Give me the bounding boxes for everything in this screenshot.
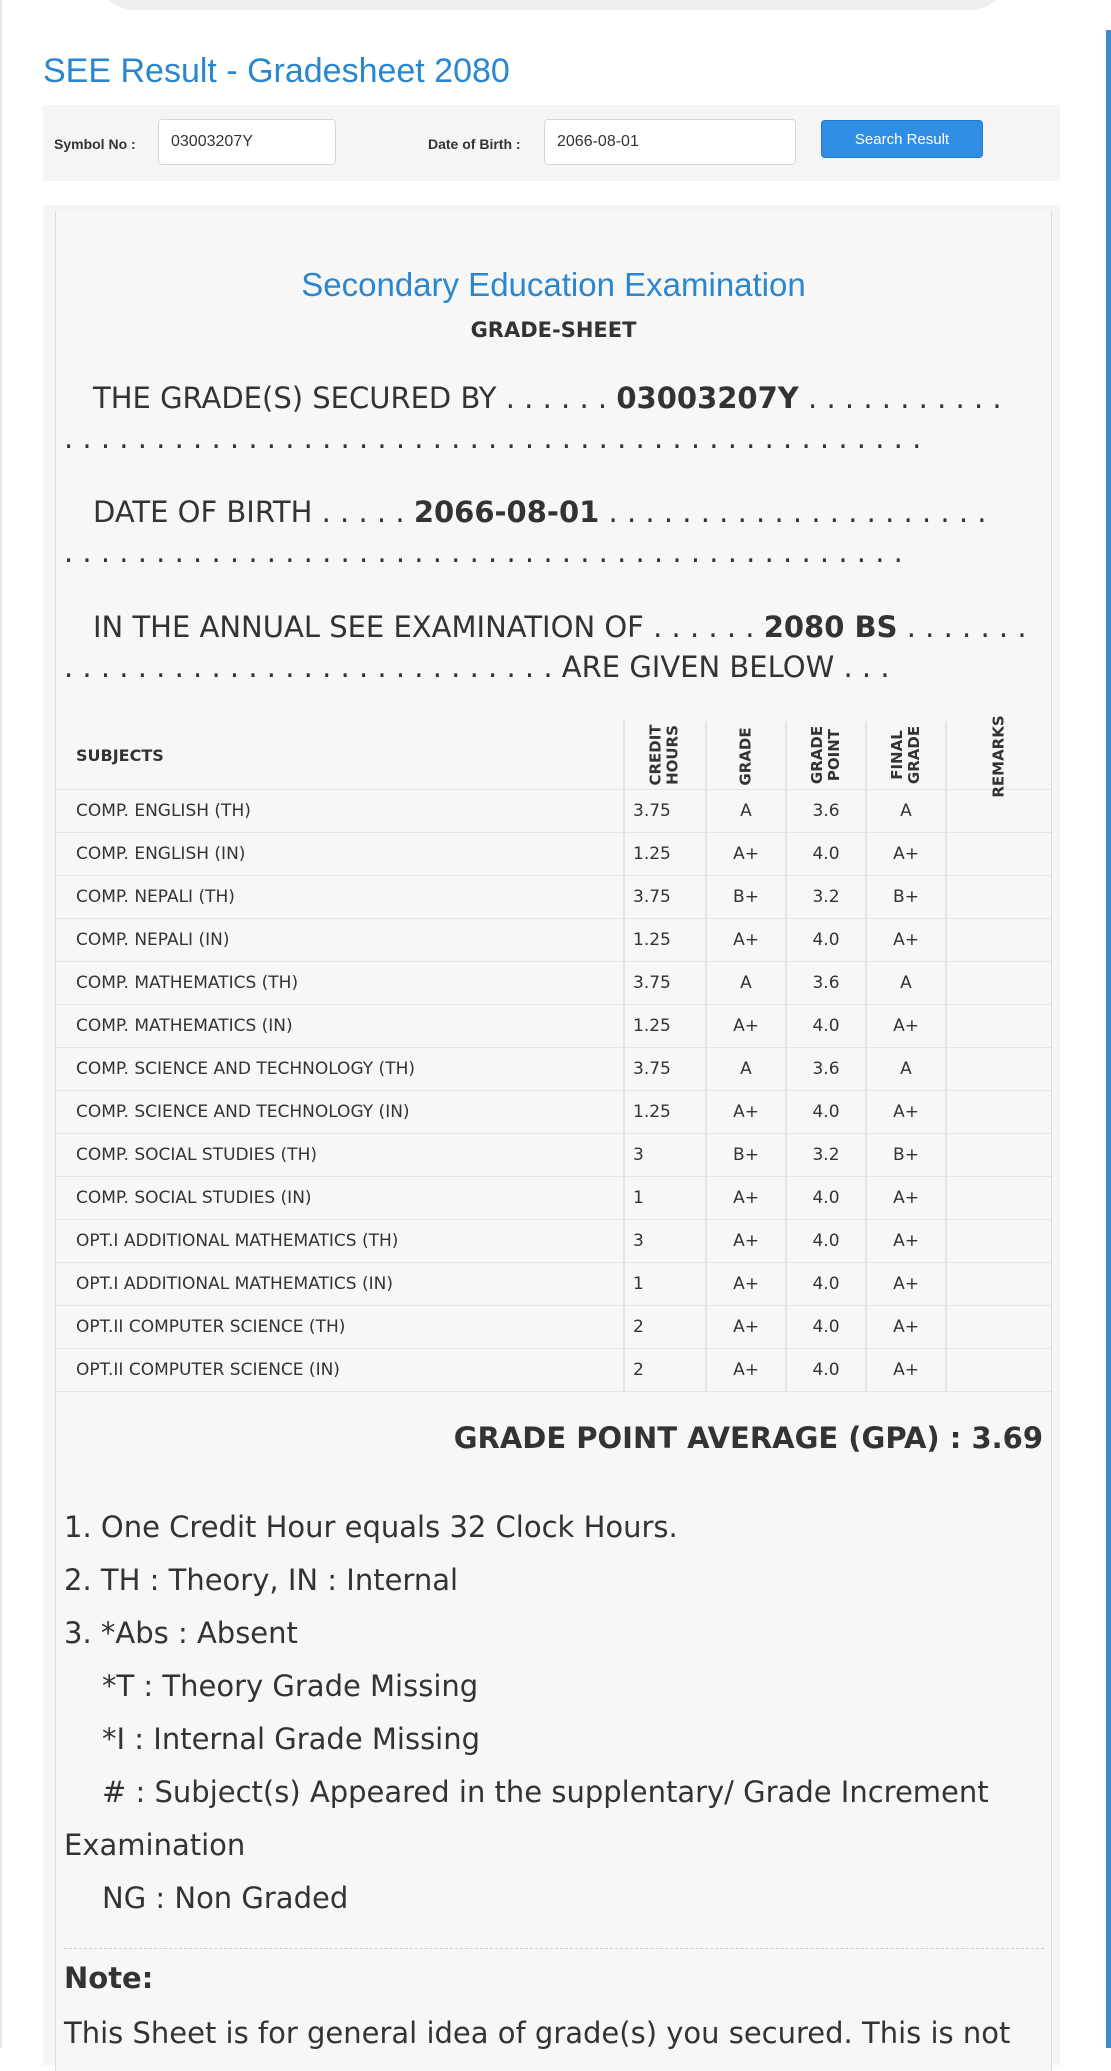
dots-line: . . . . . . . . . . . . . . . . . . . . . . . . . . . . . . . . . . . . . . . . . . . . . . . <box>64 421 922 455</box>
table-row <box>56 1134 1051 1177</box>
grade-point-cell: 4.0 <box>786 1177 866 1220</box>
remarks-cell <box>946 1177 1051 1220</box>
gradesheet <box>55 211 1052 2071</box>
remarks-cell <box>946 1091 1051 1134</box>
subject-cell: COMP. NEPALI (IN) <box>56 919 624 962</box>
credit-hours-header <box>624 721 706 790</box>
table-row <box>56 790 1051 833</box>
dots-line: . . . . . . . . . . . . . . . . . . . . . . . . . . . . . . . . . . . . . . . . . . . . . . <box>64 535 903 569</box>
grade-point-cell: 3.2 <box>786 1134 866 1177</box>
remarks-cell <box>946 919 1051 962</box>
exam-prefix: IN THE ANNUAL SEE EXAMINATION OF . . . . . . <box>93 610 755 644</box>
table-row <box>56 1263 1051 1306</box>
grade-point-cell: 4.0 <box>786 833 866 876</box>
remarks-cell <box>946 1005 1051 1048</box>
table-row <box>56 1091 1051 1134</box>
legend-notes <box>64 1501 1049 1925</box>
final-grade-cell: B+ <box>866 1134 946 1177</box>
subject-cell: COMP. SCIENCE AND TECHNOLOGY (TH) <box>56 1048 624 1091</box>
final-grade-header <box>866 721 946 790</box>
note-item: Examination <box>64 1828 246 1862</box>
final-header-line2: GRADE <box>904 725 923 785</box>
remarks-cell <box>946 1306 1051 1349</box>
note-text: This Sheet is for general idea of grade(s) you secured. This is not <box>64 2016 1011 2050</box>
note-item: NG : Non Graded <box>102 1881 349 1915</box>
final-grade-cell: A+ <box>866 1306 946 1349</box>
table-row <box>56 1177 1051 1220</box>
grade-header <box>706 721 786 790</box>
final-grade-cell: A+ <box>866 1005 946 1048</box>
search-form <box>43 105 1060 181</box>
grade-cell: B+ <box>706 1134 786 1177</box>
point-header-line2: POINT <box>824 728 843 782</box>
credit-hours-cell: 3 <box>624 1134 706 1177</box>
dob-input[interactable]: 2066-08-01 <box>544 119 796 165</box>
subject-cell: COMP. ENGLISH (TH) <box>56 790 624 833</box>
credit-hours-cell: 1.25 <box>624 833 706 876</box>
remarks-cell <box>946 876 1051 919</box>
dob-label: Date of Birth : <box>428 136 521 152</box>
gradesheet-panel <box>43 205 1060 2065</box>
grade-point-cell: 4.0 <box>786 1091 866 1134</box>
final-grade-cell: A+ <box>866 833 946 876</box>
subjects-header: SUBJECTS <box>56 721 624 790</box>
table-row <box>56 833 1051 876</box>
note-item: # : Subject(s) Appeared in the supplentary/ Grade Increment <box>102 1775 989 1809</box>
subject-cell: OPT.I ADDITIONAL MATHEMATICS (TH) <box>56 1220 624 1263</box>
grade-header-text: GRADE <box>736 726 755 786</box>
credit-hours-cell: 3.75 <box>624 962 706 1005</box>
remarks-cell <box>946 1134 1051 1177</box>
secured-value: 03003207Y <box>616 381 799 415</box>
subject-cell: COMP. NEPALI (TH) <box>56 876 624 919</box>
grade-cell: A+ <box>706 1306 786 1349</box>
exam-year: 2080 BS <box>763 610 898 644</box>
table-row <box>56 1005 1051 1048</box>
subject-cell: COMP. SOCIAL STUDIES (TH) <box>56 1134 624 1177</box>
scrollbar[interactable] <box>1106 30 1111 2048</box>
grade-point-cell: 4.0 <box>786 1349 866 1392</box>
dob-line <box>64 493 1078 531</box>
subject-cell: COMP. SOCIAL STUDIES (IN) <box>56 1177 624 1220</box>
table-row <box>56 876 1051 919</box>
page-border <box>0 0 2 2048</box>
remarks-cell <box>946 833 1051 876</box>
gpa-summary: GRADE POINT AVERAGE (GPA) : 3.69 <box>453 1421 1043 1455</box>
final-grade-cell: A+ <box>866 1263 946 1306</box>
credit-hours-cell: 3 <box>624 1220 706 1263</box>
grade-point-cell: 3.6 <box>786 1048 866 1091</box>
exam-line <box>64 608 1078 646</box>
remarks-header-text: REMARKS <box>989 714 1008 798</box>
subject-cell: COMP. MATHEMATICS (IN) <box>56 1005 624 1048</box>
final-grade-cell: B+ <box>866 876 946 919</box>
final-header-line1: FINAL <box>887 730 906 780</box>
grade-point-cell: 3.6 <box>786 962 866 1005</box>
grade-cell: A+ <box>706 833 786 876</box>
subject-cell: COMP. SCIENCE AND TECHNOLOGY (IN) <box>56 1091 624 1134</box>
given-below-line: . . . . . . . . . . . . . . . . . . . . . . . . . . . ARE GIVEN BELOW . . . <box>64 650 890 684</box>
grade-point-cell: 3.6 <box>786 790 866 833</box>
credit-header-line1: CREDIT <box>646 724 665 786</box>
note-heading: Note: <box>64 1961 154 1995</box>
grade-point-cell: 4.0 <box>786 1005 866 1048</box>
credit-hours-cell: 2 <box>624 1349 706 1392</box>
grade-cell: A+ <box>706 1263 786 1306</box>
grade-point-cell: 3.2 <box>786 876 866 919</box>
note-item: 2. TH : Theory, IN : Internal <box>64 1563 459 1597</box>
table-row <box>56 1349 1051 1392</box>
note-item: *T : Theory Grade Missing <box>102 1669 479 1703</box>
symbol-input[interactable]: 03003207Y <box>158 119 336 165</box>
grade-point-header <box>786 721 866 790</box>
final-grade-cell: A+ <box>866 919 946 962</box>
table-row <box>56 1220 1051 1263</box>
grade-point-cell: 4.0 <box>786 1263 866 1306</box>
grade-cell: A+ <box>706 1177 786 1220</box>
exam-title: Secondary Education Examination <box>301 266 806 303</box>
final-grade-cell: A <box>866 1048 946 1091</box>
grade-cell: A+ <box>706 1220 786 1263</box>
grade-cell: A+ <box>706 1349 786 1392</box>
secured-suffix: . . . . . . . . . . . <box>808 381 1002 415</box>
subject-cell: OPT.I ADDITIONAL MATHEMATICS (IN) <box>56 1263 624 1306</box>
subject-cell: OPT.II COMPUTER SCIENCE (TH) <box>56 1306 624 1349</box>
final-grade-cell: A+ <box>866 1177 946 1220</box>
table-row <box>56 919 1051 962</box>
sheet-subtitle: GRADE-SHEET <box>470 318 637 342</box>
final-grade-cell: A <box>866 790 946 833</box>
secured-prefix: THE GRADE(S) SECURED BY . . . . . . <box>93 381 608 415</box>
final-grade-cell: A+ <box>866 1091 946 1134</box>
final-grade-cell: A+ <box>866 1349 946 1392</box>
final-grade-cell: A <box>866 962 946 1005</box>
top-banner-edge <box>95 0 1010 10</box>
note-item: 1. One Credit Hour equals 32 Clock Hours. <box>64 1510 678 1544</box>
note-item: 3. *Abs : Absent <box>64 1616 298 1650</box>
grade-cell: A+ <box>706 1091 786 1134</box>
grade-point-cell: 4.0 <box>786 1306 866 1349</box>
table-row <box>56 1306 1051 1349</box>
remarks-cell <box>946 1349 1051 1392</box>
remarks-cell <box>946 1263 1051 1306</box>
credit-hours-cell: 2 <box>624 1306 706 1349</box>
symbol-label: Symbol No : <box>54 136 136 152</box>
grade-cell: A <box>706 962 786 1005</box>
credit-hours-cell: 1.25 <box>624 919 706 962</box>
dob-value: 2066-08-01 <box>413 495 600 529</box>
final-grade-cell: A+ <box>866 1220 946 1263</box>
credit-hours-cell: 3.75 <box>624 1048 706 1091</box>
remarks-header <box>946 714 1051 798</box>
grade-cell: A+ <box>706 919 786 962</box>
grade-cell: A+ <box>706 1005 786 1048</box>
grade-point-cell: 4.0 <box>786 919 866 962</box>
grade-table <box>56 714 1051 1392</box>
grade-cell: B+ <box>706 876 786 919</box>
remarks-cell <box>946 1048 1051 1091</box>
credit-header-line2: HOURS <box>663 725 682 785</box>
credit-hours-cell: 3.75 <box>624 876 706 919</box>
subject-cell: OPT.II COMPUTER SCIENCE (IN) <box>56 1349 624 1392</box>
credit-hours-cell: 1.25 <box>624 1005 706 1048</box>
grade-cell: A <box>706 1048 786 1091</box>
note-item: *I : Internal Grade Missing <box>102 1722 481 1756</box>
dob-prefix: DATE OF BIRTH . . . . . <box>93 495 405 529</box>
credit-hours-cell: 1 <box>624 1177 706 1220</box>
remarks-cell <box>946 1220 1051 1263</box>
table-row <box>56 962 1051 1005</box>
table-row <box>56 1048 1051 1091</box>
grade-point-cell: 4.0 <box>786 1220 866 1263</box>
search-result-button[interactable]: Search Result <box>821 120 983 158</box>
subject-cell: COMP. ENGLISH (IN) <box>56 833 624 876</box>
credit-hours-cell: 1.25 <box>624 1091 706 1134</box>
grade-cell: A <box>706 790 786 833</box>
remarks-cell <box>946 962 1051 1005</box>
table-header-row <box>56 721 1051 790</box>
exam-suffix: . . . . . . . <box>906 610 1027 644</box>
credit-hours-cell: 3.75 <box>624 790 706 833</box>
divider <box>64 1948 1044 1949</box>
subject-cell: COMP. MATHEMATICS (TH) <box>56 962 624 1005</box>
credit-hours-cell: 1 <box>624 1263 706 1306</box>
secured-by-line <box>64 379 1078 417</box>
point-header-line1: GRADE <box>807 725 826 785</box>
page-title: SEE Result - Gradesheet 2080 <box>43 52 510 90</box>
dob-suffix: . . . . . . . . . . . . . . . . . . . . . <box>608 495 987 529</box>
